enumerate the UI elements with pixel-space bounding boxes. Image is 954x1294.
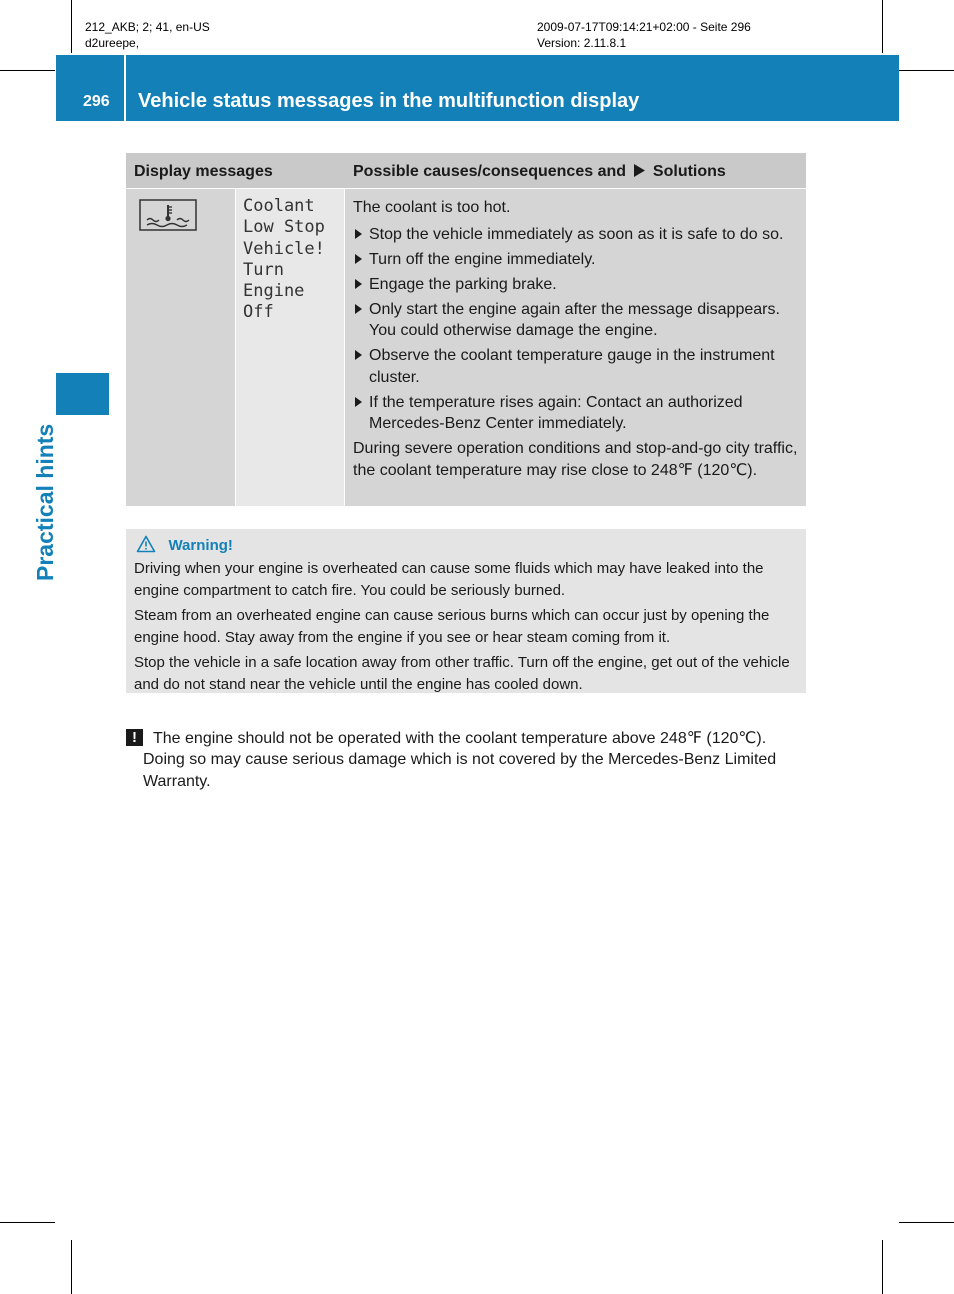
print-meta-left [85, 19, 210, 51]
crop-mark [0, 1222, 55, 1223]
crop-mark [0, 70, 55, 71]
message-cell [236, 189, 344, 506]
cause-intro: The coolant is too hot. [353, 199, 511, 216]
col-header-display-messages: Display messages [134, 163, 273, 180]
meta-left-line1: 212_AKB; 2; 41, en-US [85, 20, 210, 34]
message-line: Turn [243, 259, 284, 280]
warning-paragraph: Stop the vehicle in a safe location away from other traffic. Turn off the engine, get out of the vehicle and do not stand near the vehicle until the engine has cooled down. [134, 654, 790, 693]
bullet-arrow-icon [355, 350, 362, 360]
message-line: Engine Off [243, 281, 305, 323]
step-text: Turn off the engine immediately. [369, 250, 596, 268]
meta-right-line2: Version: 2.11.8.1 [537, 36, 627, 50]
bullet-arrow-icon [355, 279, 362, 289]
cause-outro: During severe operation conditions and stop-and-go city traffic, the coolant temperature may rise close to 248℉ (120℃). [353, 440, 798, 479]
list-item [353, 392, 803, 435]
meta-right-line1: 2009-07-17T09:14:21+02:00 - Seite 296 [537, 20, 751, 34]
list-item [353, 274, 803, 296]
side-tab-marker [56, 373, 109, 415]
bullet-arrow-icon [355, 397, 362, 407]
print-meta-right [537, 19, 751, 51]
page-number: 296 [83, 93, 110, 110]
note-exclamation-icon [126, 729, 143, 746]
icon-cell [126, 189, 235, 506]
note-text: The engine should not be operated with the coolant temperature above 248℉ (120℃). Doing so may cause serious damage which is not covered by the Mercedes-Benz Limited Warranty. [143, 730, 777, 790]
warning-body [134, 558, 802, 695]
damage-note [126, 728, 806, 792]
warning-heading [136, 535, 233, 555]
step-text: Only start the engine again after the message disappears. You could otherwise damage the engine. [369, 300, 780, 339]
step-text: Stop the vehicle immediately as soon as it is safe to do so. [369, 225, 784, 243]
step-text: If the temperature rises again: Contact an authorized Mercedes-Benz Center immediately. [369, 393, 743, 432]
coolant-temperature-icon [139, 199, 197, 236]
col-header-solutions [353, 163, 726, 181]
crop-mark [71, 1240, 72, 1294]
bullet-arrow-icon [355, 254, 362, 264]
list-item [353, 345, 803, 388]
bullet-arrow-icon [355, 229, 362, 239]
solutions-cell [345, 189, 806, 506]
display-message-text [243, 196, 344, 324]
warning-paragraph: Driving when your engine is overheated can cause some fluids which may have leaked into the engine compartment to catch fire. You could be seriously burned. [134, 560, 764, 599]
list-item [353, 249, 803, 271]
step-text: Observe the coolant temperature gauge in the instrument cluster. [369, 347, 775, 386]
arrow-right-icon [633, 164, 646, 177]
step-text: Engage the parking brake. [369, 275, 557, 293]
side-tab-label: Practical hints [32, 423, 58, 581]
meta-left-line2: d2ureepe, [85, 36, 140, 50]
warning-paragraph: Steam from an overheated engine can cause serious burns which can occur just by opening the engine hood. Stay away from the engine if you see or hear steam coming from it. [134, 607, 770, 646]
table-header [126, 153, 806, 188]
list-item [353, 299, 803, 342]
header-divider [124, 55, 126, 121]
warning-triangle-icon [136, 535, 156, 553]
col-header-solutions-label: Solutions [652, 163, 726, 180]
bullet-arrow-icon [355, 304, 362, 314]
crop-mark [899, 1222, 954, 1223]
message-line: Coolant [243, 196, 315, 216]
warning-title: Warning! [168, 537, 233, 554]
message-line: Low Stop [243, 217, 325, 238]
note-symbol: ! [132, 729, 137, 746]
message-line: Vehicle! [243, 238, 325, 259]
crop-mark [882, 0, 883, 53]
warning-box [126, 529, 806, 693]
section-title: Vehicle status messages in the multifunction display [138, 90, 640, 112]
crop-mark [882, 1240, 883, 1294]
col-header-causes: Possible causes/consequences and [353, 163, 627, 180]
crop-mark [899, 70, 954, 71]
crop-mark [71, 0, 72, 53]
solutions-content [353, 197, 803, 481]
list-item [353, 224, 803, 246]
